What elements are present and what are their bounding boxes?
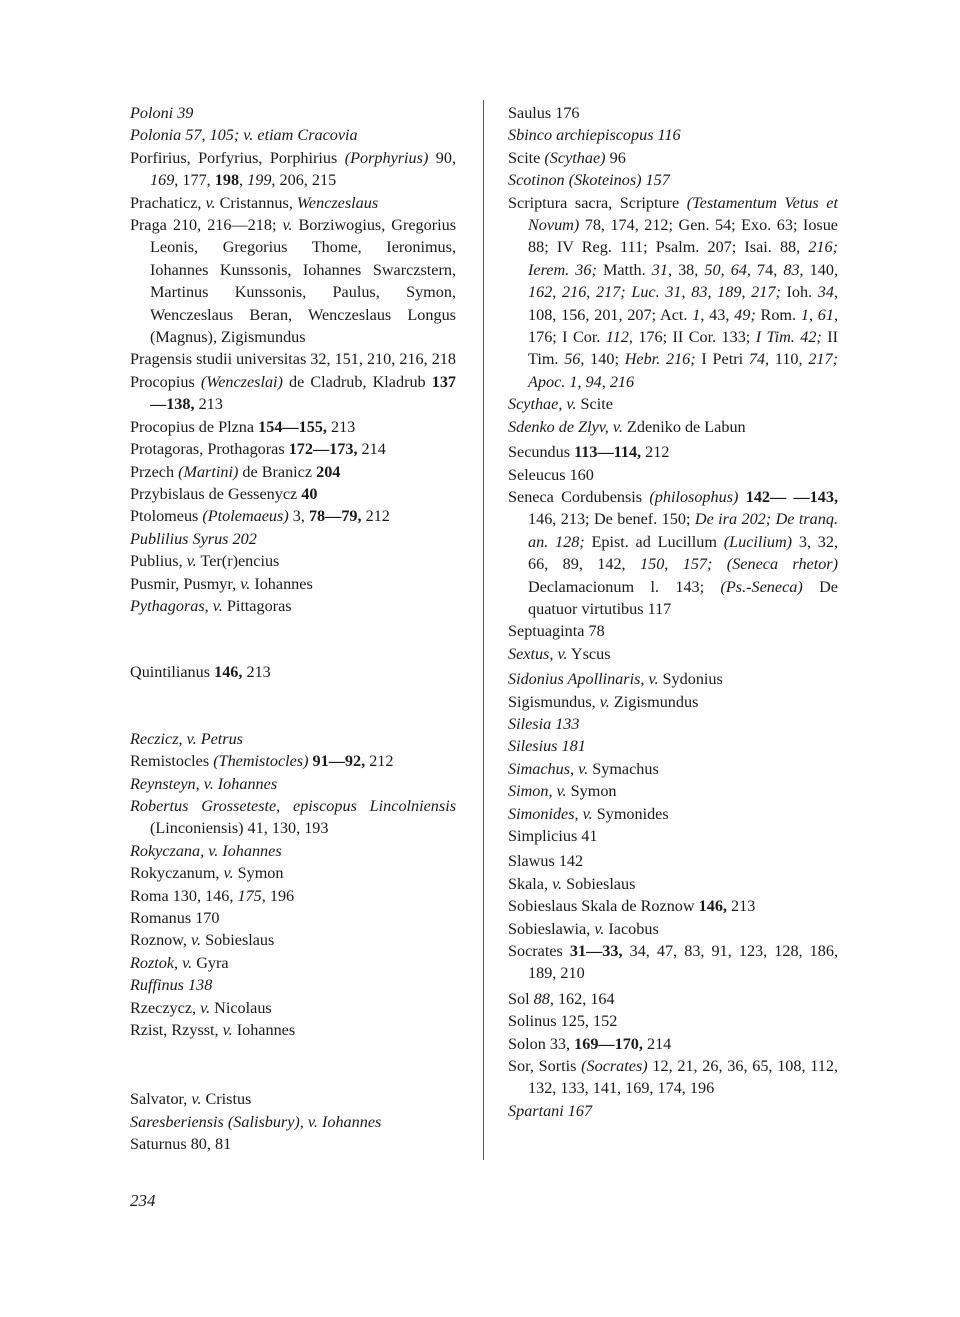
entry-text: , [586, 283, 596, 302]
italic-text: 217; [751, 283, 781, 302]
italic-text: v. [205, 193, 216, 212]
entry-text: Rom. [755, 305, 801, 324]
index-entry [508, 1055, 838, 1100]
italic-text: 216 [562, 283, 587, 302]
bold-page-ref: 169—170, [574, 1034, 643, 1053]
index-entry [130, 929, 456, 951]
entry-text: 213 [326, 417, 356, 436]
entry-text: , [601, 372, 610, 391]
italic-text: Sbinco archiepiscopus 116 [508, 126, 681, 145]
entry-text: De quatuor virtutibus 117 [528, 577, 838, 618]
entry-text: Remistocles [130, 752, 214, 771]
italic-text: v. [552, 874, 563, 893]
entry-text: , 38, [667, 260, 705, 279]
entry-text: Pusmir, Pusmyr, [130, 574, 241, 593]
index-entry [130, 907, 456, 929]
index-entry [508, 1010, 838, 1032]
index-entry [130, 461, 456, 483]
bold-page-ref: 113—114, [574, 443, 642, 462]
italic-text: (Martini) [178, 462, 239, 481]
italic-text: 88 [533, 989, 550, 1008]
italic-text: Simachus, v. [508, 759, 589, 778]
entry-text: Scite [508, 148, 545, 167]
italic-text: Poloni 39 [130, 104, 194, 122]
italic-text: 31 [651, 260, 668, 279]
bold-page-ref: 146, [214, 663, 243, 682]
italic-text: (Ptolemaeus) [202, 507, 289, 526]
italic-text: Robertus Grosseteste, episcopus Lincolniensis [130, 796, 456, 815]
entry-text: 213 [194, 395, 223, 414]
italic-text: (Wenczeslai) [200, 372, 283, 391]
italic-text: (Porphyrius) [344, 148, 429, 167]
entry-text: Iohannes [232, 1021, 296, 1040]
index-entry [508, 691, 838, 713]
index-entry [508, 940, 838, 985]
entry-text: Praga 210, 216—218; [130, 216, 283, 235]
italic-text: Sdenko de Zlyv, v. [508, 417, 623, 436]
index-entry [130, 416, 456, 438]
entry-text: 213 [726, 897, 756, 916]
entry-text: Symachus [588, 759, 659, 778]
italic-text: 189 [717, 283, 742, 302]
italic-text: 157; (Seneca rhetor) [682, 555, 839, 574]
entry-text: Scriptura sacra, Scripture [508, 193, 687, 212]
entry-text: Sobieslawia, [508, 919, 595, 938]
entry-text: Publius, [130, 552, 187, 571]
entry-text: Solon 33, [508, 1034, 575, 1053]
entry-text: Sol [508, 989, 534, 1008]
entry-text: Nicolaus [210, 998, 272, 1017]
entry-text: Iacobus [604, 919, 659, 938]
italic-text: 112 [605, 328, 629, 347]
italic-text: 175 [237, 886, 262, 905]
index-entry [130, 147, 456, 192]
index-entry [130, 505, 456, 527]
entry-text: , 108, 156, 201, 207; Act. [528, 283, 839, 324]
index-entry [508, 464, 838, 486]
index-entry [508, 735, 838, 757]
entry-text: Seneca Cordubensis [508, 487, 650, 506]
index-entry [130, 1133, 456, 1155]
index-entry [508, 713, 838, 735]
index-column-right [508, 102, 838, 1122]
index-entry [130, 192, 456, 214]
italic-text: 150 [640, 555, 665, 574]
entry-text: 212 [361, 507, 390, 526]
entry-text: , [681, 283, 692, 302]
entry-text: 90, [428, 148, 456, 167]
italic-text: v. [240, 574, 251, 593]
italic-text: 216; Ierem. 36; [528, 238, 838, 279]
entry-text: Iohannes [250, 574, 313, 593]
entry-text [738, 488, 745, 506]
index-entry [130, 840, 456, 862]
index-entry [130, 438, 456, 460]
entry-text: Borziwogius, Gregorius Leonis, Gregorius Thome, Ieronimus, Iohannes Kunssonis, Iohannes Swarczstern, Martinus Kunssonis, Paulus, Symon, Wenczeslaus Beran, Wenczeslaus Longus (Magnus), Zigismundus [150, 216, 457, 347]
index-entry [130, 974, 456, 996]
index-entry [130, 661, 456, 683]
italic-text: 217; Luc. 31 [596, 283, 682, 302]
index-entry [130, 885, 456, 907]
italic-text: 64 [730, 260, 747, 279]
entry-text: , [664, 555, 683, 574]
italic-text: (Themistocles) [213, 752, 309, 771]
italic-text: Simonides, v. [508, 804, 593, 823]
italic-text: I Tim. 42; [755, 328, 822, 347]
bold-page-ref: 137—138, [150, 372, 456, 414]
entry-text: , 196 [261, 886, 295, 905]
entry-text: Socrates [508, 942, 570, 961]
index-entry [508, 1033, 838, 1055]
index-entry [508, 441, 838, 463]
italic-text: v. [282, 216, 293, 235]
italic-text: 217; Apoc. 1 [528, 350, 838, 391]
bold-page-ref: 198 [214, 171, 240, 190]
entry-text: , [741, 283, 752, 302]
entry-text: Rzeczycz, [130, 998, 201, 1017]
italic-text: (Testamentum Vetus et Novum) [528, 193, 838, 235]
entry-text: Zigismundus [609, 692, 699, 711]
entry-text: 146, 213; De benef. 150; [528, 510, 695, 529]
italic-text: 34 [817, 283, 834, 302]
index-entry [130, 773, 456, 795]
entry-text: Cristus [201, 1090, 252, 1109]
index-entry [130, 371, 456, 416]
italic-text: (Lucilium) [723, 532, 793, 551]
index-entry [508, 668, 838, 690]
index-entry [508, 850, 838, 872]
bold-page-ref: 31—33, [569, 942, 623, 961]
entry-text: Protagoras, Prothagoras [130, 440, 289, 459]
entry-text: Sydonius [658, 670, 723, 689]
entry-text: Skala, [508, 874, 553, 893]
italic-text: Polonia 57, 105; v. etiam Cracovia [130, 126, 358, 145]
italic-text: 56 [564, 350, 581, 369]
entry-text: Prachaticz, [130, 193, 206, 212]
entry-text: de Branicz [238, 462, 317, 481]
entry-text: , [707, 283, 718, 302]
entry-text: Slawus 142 [508, 852, 584, 871]
entry-text: Roma 130, 146, [130, 886, 238, 905]
entry-text: , 176; II Cor. 133; [628, 328, 756, 347]
italic-text: De ira 202; De tranq. an. 128; [528, 510, 838, 551]
entry-text: Sobieslaus [201, 931, 275, 950]
entry-text: Matth. [596, 260, 652, 279]
italic-text: 216 [609, 372, 635, 391]
italic-text: Hebr. 216; [624, 350, 696, 369]
italic-text: Scotinon (Skoteinos) 157 [508, 171, 670, 190]
index-entry [508, 416, 838, 438]
entry-text: 3, 32, 66, 89, 142, [528, 532, 839, 574]
index-entry [508, 803, 838, 825]
index-entry [508, 758, 838, 780]
section-gap [130, 684, 456, 728]
italic-text: 162 [528, 283, 553, 302]
italic-text: 83 [783, 260, 800, 279]
index-entry [130, 573, 456, 595]
entry-text: , 74, [746, 260, 784, 279]
index-entry [130, 795, 456, 840]
index-entry [508, 918, 838, 940]
italic-text: Ruffinus 138 [130, 976, 213, 995]
entry-text: , 140, [799, 260, 839, 279]
entry-text: , 162, 164 [549, 989, 615, 1008]
italic-text: v. [191, 931, 202, 950]
entry-text: Septuaginta 78 [508, 622, 605, 641]
index-entry [130, 997, 456, 1019]
index-entry [508, 169, 838, 191]
entry-text: Procopius de Plzna [130, 417, 259, 436]
entry-text: Ter(r)encius [196, 552, 280, 571]
italic-text: v. [222, 1021, 233, 1040]
index-entry [130, 862, 456, 884]
index-entry [508, 895, 838, 917]
entry-text: , [239, 171, 248, 190]
column-divider [483, 100, 484, 1160]
entry-text: Salvator, [130, 1090, 192, 1109]
italic-text: Sidonius Apollinaris, v. [508, 670, 659, 689]
index-entry [130, 750, 456, 772]
entry-text: Rzist, Rzysst, [130, 1021, 223, 1040]
italic-text: Publilius Syrus 202 [130, 529, 257, 548]
bold-page-ref: 40 [301, 484, 318, 503]
italic-text: 199 [247, 171, 272, 190]
bold-page-ref: 204 [316, 462, 341, 481]
index-entry [130, 124, 456, 146]
entry-text: Gyra [192, 953, 229, 972]
entry-text: Roznow, [130, 931, 191, 950]
italic-text: Reynsteyn, v. Iohannes [130, 774, 278, 793]
italic-text: Roztok, v. [130, 953, 193, 972]
italic-text: 169 [150, 171, 175, 190]
entry-text: , [720, 260, 731, 279]
entry-text: Saulus 176 [508, 104, 580, 122]
entry-text: Ptolomeus [130, 507, 203, 526]
index-column-left [130, 102, 456, 1156]
index-entry [508, 147, 838, 169]
index-entry [508, 643, 838, 665]
entry-text: Symon [566, 782, 617, 801]
entry-text: 212 [641, 443, 670, 462]
index-entry [130, 1019, 456, 1041]
entry-text: Sobieslaus Skala de Roznow [508, 897, 699, 916]
section-gap [130, 617, 456, 661]
entry-text: Secundus [508, 443, 575, 462]
entry-text: Przech [130, 462, 179, 481]
entry-text: , 140; [580, 350, 625, 369]
italic-text: (Ps.-Seneca) [720, 577, 803, 596]
italic-text: Silesius 181 [508, 737, 586, 756]
entry-text: 96 [605, 148, 626, 167]
entry-text: , 43, [700, 305, 735, 324]
entry-text: Symonides [592, 804, 669, 823]
page-number: 234 [130, 1191, 156, 1210]
bold-page-ref: 146, [698, 897, 727, 916]
entry-text: 214 [642, 1034, 672, 1053]
italic-text: (philosophus) [649, 487, 739, 506]
entry-text: I Petri [695, 350, 749, 369]
entry-text: , [577, 372, 586, 391]
entry-text: Procopius [130, 372, 201, 391]
italic-text: Sextus, v. [508, 644, 568, 663]
entry-text: , 206, 215 [271, 171, 337, 190]
italic-text: Rokyczana, v. Iohannes [130, 841, 282, 860]
bold-page-ref: 142— —143, [745, 487, 839, 506]
bold-page-ref: 78—79, [308, 507, 362, 526]
section-gap [130, 1041, 456, 1088]
entry-text: Scite [576, 395, 613, 414]
italic-text: Silesia 133 [508, 714, 580, 733]
italic-text: Saresberiensis (Salisbury), v. Iohannes [130, 1112, 382, 1131]
italic-text: (Socrates) [581, 1057, 648, 1076]
entry-text: Solinus 125, 152 [508, 1012, 618, 1031]
italic-text: v. [223, 864, 234, 883]
index-entry [508, 780, 838, 802]
index-entry [508, 393, 838, 415]
italic-text: Scythae, v. [508, 395, 577, 414]
bold-page-ref: 154—155, [258, 417, 327, 436]
entry-text: Pittagoras [222, 596, 292, 615]
index-entry [130, 483, 456, 505]
entry-text: Yscus [567, 644, 611, 663]
entry-text: Sigismundus, [508, 692, 600, 711]
italic-text: v. [186, 552, 197, 571]
italic-text: 94 [585, 372, 602, 391]
italic-text: 1 [800, 305, 809, 324]
index-entry [130, 528, 456, 550]
entry-text: de Cladrub, Kladrub [282, 372, 432, 391]
entry-text: Przybislaus de Gessenycz [130, 484, 302, 503]
entry-text: , 177, [174, 171, 215, 190]
entry-text: , [552, 283, 562, 302]
index-entry [508, 873, 838, 895]
index-entry [508, 825, 838, 847]
italic-text: v. [599, 692, 610, 711]
entry-text: Simplicius 41 [508, 827, 598, 845]
bold-page-ref: 91—92, [312, 752, 366, 771]
italic-text: v. [191, 1090, 202, 1109]
entry-text: Declamacionum l. 143; [528, 577, 721, 596]
italic-text: Simon, v. [508, 782, 567, 801]
entry-text: Sor, Sortis [508, 1057, 582, 1076]
entry-text: (Linconiensis) 41, 130, 193 [150, 819, 329, 838]
italic-text: Spartani 167 [508, 1101, 593, 1120]
index-entry [508, 486, 838, 620]
entry-text: Symon [233, 864, 284, 883]
bold-page-ref: 172—173, [288, 440, 358, 459]
italic-text: v. [594, 919, 605, 938]
index-entry [508, 1100, 838, 1122]
entry-text: Epist. ad Lucillum [584, 532, 724, 551]
index-entry [508, 124, 838, 146]
index-entry [130, 214, 456, 348]
italic-text: 74 [748, 350, 766, 369]
italic-text: 61 [817, 305, 834, 324]
italic-text: (Scythae) [544, 148, 606, 167]
index-entry [130, 952, 456, 974]
entry-text: Seleucus 160 [508, 465, 594, 484]
index-entry [508, 102, 838, 124]
entry-text: Saturnus 80, 81 [130, 1135, 232, 1154]
index-entry [508, 192, 838, 394]
entry-text: Cristannus, [215, 193, 297, 212]
italic-text: Wenczeslaus [296, 193, 379, 212]
italic-text: Pythagoras, v. [130, 596, 223, 615]
italic-text: 50 [704, 260, 721, 279]
italic-text: Reczicz, v. Petrus [130, 729, 243, 748]
entry-text: , [808, 305, 818, 324]
entry-text: Sobieslaus [562, 874, 636, 893]
index-entry [130, 348, 456, 370]
entry-text: Ioh. [780, 283, 818, 302]
italic-text: v. [200, 998, 211, 1017]
entry-text: , 110, [765, 350, 809, 369]
entry-text: 213 [242, 663, 271, 682]
entry-text: 78, 174, 212; Gen. 54; Exo. 63; Iosue 88; IV Reg. 111; Psalm. 207; Isai. 88, [528, 216, 838, 257]
italic-text: 49; [734, 305, 756, 324]
entry-text: 12, 21, 26, 36, 65, 108, 112, 132, 133, 141, 169, 174, 196 [528, 1057, 838, 1098]
entry-text: 214 [357, 440, 386, 459]
entry-text: , 176; I Cor. [528, 305, 839, 347]
entry-text: Porfirius, Porfyrius, Porphirius [130, 148, 345, 167]
italic-text: 1 [692, 305, 701, 324]
entry-text: Pragensis studii universitas 32, 151, 210, 216, 218 [130, 350, 456, 369]
italic-text: 83 [691, 283, 708, 302]
entry-text: 3, [288, 507, 309, 526]
index-entry [130, 1088, 456, 1110]
index-entry [130, 728, 456, 750]
index-entry [508, 988, 838, 1010]
entry-text: 34, 47, 83, 91, 123, 128, 186, 189, 210 [528, 942, 838, 983]
index-entry [130, 102, 456, 124]
entry-text: Rokyczanum, [130, 864, 224, 883]
index-entry [130, 595, 456, 617]
entry-text: 212 [365, 752, 394, 771]
entry-text: Romanus 170 [130, 909, 220, 927]
entry-text: Zdeniko de Labun [622, 417, 746, 436]
entry-text: Quintilianus [130, 663, 215, 682]
index-entry [130, 1111, 456, 1133]
index-entry [130, 550, 456, 572]
index-entry [508, 620, 838, 642]
entry-text: II Tim. [528, 328, 838, 369]
